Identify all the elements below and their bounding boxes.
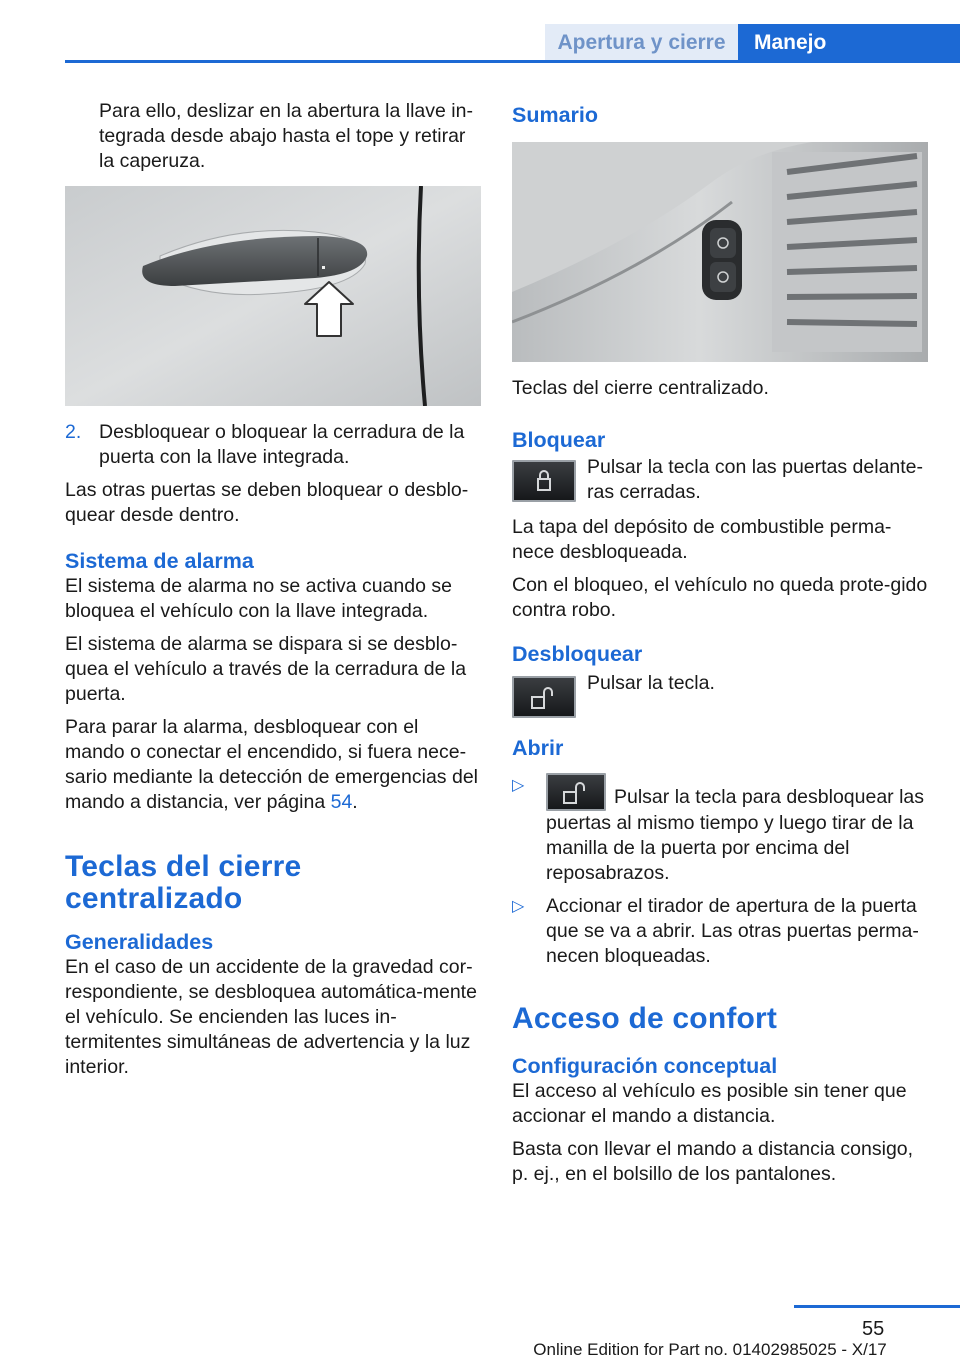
edition-footer: Online Edition for Part no. 01402985025 - X/17 (533, 1340, 887, 1359)
doors-note: Las otras puertas se deben bloquear o desblo-quear desde dentro. (65, 479, 469, 526)
lock-icon (512, 460, 576, 502)
unlock-heading: Desbloquear (512, 642, 643, 666)
central-lock-buttons-figure (512, 142, 928, 362)
open-heading: Abrir (512, 736, 564, 760)
triangle-bullet-icon: ▷ (512, 898, 525, 915)
alarm-paragraph-3: Para parar la alarma, desbloquear con el mando o conectar el encendido, si fuera nece-sario mediante la detección de emergencias del mando a distancia, ver página 54. (65, 716, 478, 813)
unlock-icon (512, 676, 576, 718)
footer-rule (794, 1305, 960, 1308)
unlock-inline-icon (546, 773, 606, 811)
lock-text: Pulsar la tecla con las puertas delante-ras cerradas. (587, 456, 924, 503)
lock-paragraph-2: Con el bloqueo, el vehículo no queda prote-gido contra robo. (512, 574, 928, 621)
sumario-heading: Sumario (512, 103, 599, 127)
unlock-instruction (512, 671, 930, 713)
main-section-heading: Teclas del cierre centralizado (65, 850, 302, 915)
open-list-item-2 (512, 894, 930, 969)
lock-heading: Bloquear (512, 428, 606, 452)
step-number: 2. (65, 421, 82, 443)
intro-paragraph: Para ello, deslizar en la abertura la llave in-tegrada desde abajo hasta el tope y retirar la caperuza. (99, 100, 473, 172)
general-paragraph: En el caso de un accidente de la gravedad cor-respondiente, se desbloquea automática-mente el vehículo. Se encienden las luces in-termitentes simultáneas de advertencia y la luz interior. (65, 956, 477, 1078)
alarm-paragraph-1: El sistema de alarma no se activa cuando se bloquea el vehículo con la llave integrada. (65, 575, 452, 622)
open-list-item-1 (512, 773, 930, 886)
open-item-1-text: Pulsar la tecla para desbloquear las puertas al mismo tiempo y luego tirar de la manilla de la puerta por encima del reposabrazos. (546, 786, 925, 884)
header-section-tab: Apertura y cierre (545, 24, 738, 60)
alarm-heading: Sistema de alarma (65, 549, 254, 573)
step-2 (65, 420, 481, 470)
page-link-54[interactable]: 54 (330, 791, 353, 813)
lock-instruction (512, 455, 930, 505)
figure-caption: Teclas del cierre centralizado. (512, 377, 769, 399)
page-number: 55 (862, 1318, 885, 1340)
concept-heading: Configuración conceptual (512, 1054, 778, 1078)
general-heading: Generalidades (65, 930, 214, 954)
concept-paragraph-2: Basta con llevar el mando a distancia consigo, p. ej., en el bolsillo de los pantalones. (512, 1138, 914, 1185)
door-handle-figure (65, 186, 481, 406)
step-text: Desbloquear o bloquear la cerradura de la puerta con la llave integrada. (99, 421, 465, 468)
lock-paragraph-1: La tapa del depósito de combustible perma-nece desbloqueada. (512, 516, 892, 563)
comfort-access-heading: Acceso de confort (512, 1002, 778, 1035)
right-column (512, 102, 930, 1195)
unlock-text: Pulsar la tecla. (587, 672, 715, 694)
header-rule (65, 60, 960, 63)
left-column (65, 99, 481, 1088)
header-chapter-tab: Manejo (738, 24, 960, 60)
alarm-paragraph-2: El sistema de alarma se dispara si se desblo-quea el vehículo a través de la cerradura de la puerta. (65, 633, 467, 705)
concept-paragraph-1: El acceso al vehículo es posible sin tener que accionar el mando a distancia. (512, 1080, 907, 1127)
triangle-bullet-icon: ▷ (512, 777, 525, 794)
open-item-2-text: Accionar el tirador de apertura de la puerta que se va a abrir. Las otras puertas perma-necen bloqueadas. (546, 895, 919, 967)
